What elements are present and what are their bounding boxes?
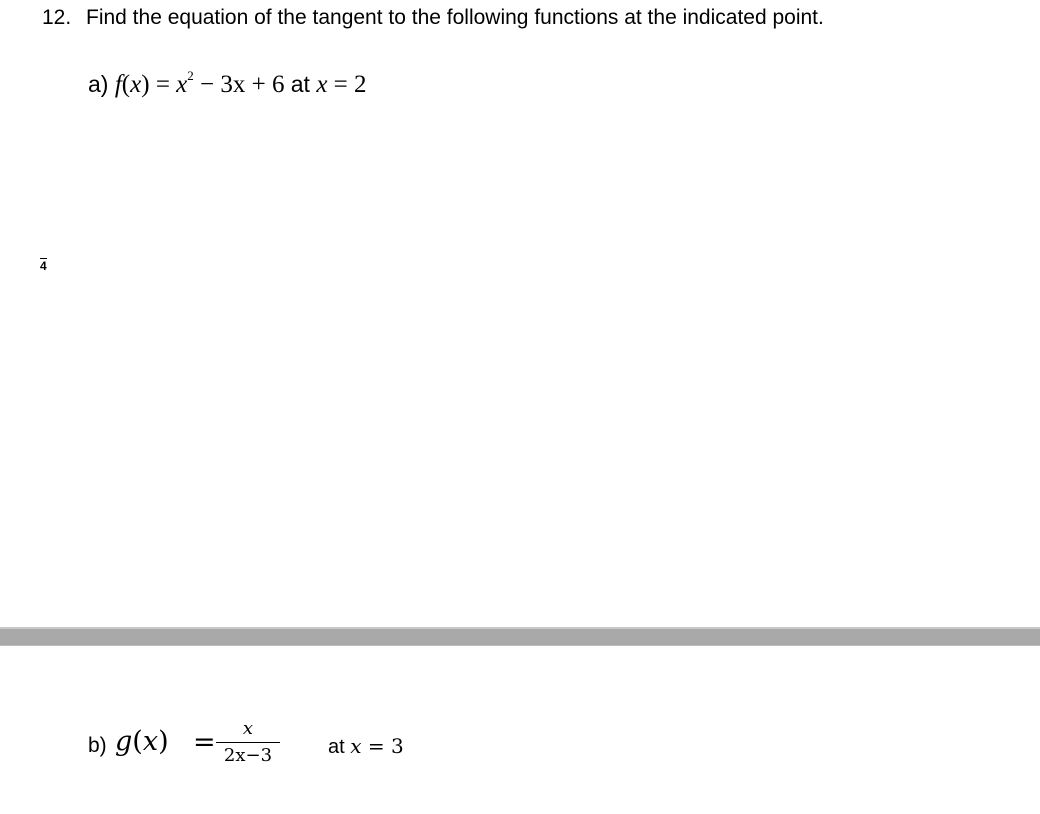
question-title: [42, 6, 824, 30]
part-b-function-name: g(x): [115, 726, 169, 757]
part-b-label: b): [88, 734, 107, 757]
fraction-numerator: x: [242, 718, 254, 739]
part-b-fraction: [216, 718, 280, 766]
fraction-bar: [216, 742, 280, 743]
page-number-marker: 4: [40, 259, 47, 273]
part-a-label: a): [88, 71, 109, 97]
part-a-function: $f(x) = x^2 - 3x + 6$: [114, 68, 285, 98]
part-a-at-label: at: [290, 71, 317, 97]
part-b-equals: =: [193, 727, 216, 758]
part-a-point: x = 2: [316, 71, 367, 98]
question-number: 12.: [42, 6, 72, 29]
question-text: Find the equation of the tangent to the following functions at the indicated point.: [86, 6, 824, 29]
part-b: [88, 718, 488, 778]
page-break-divider: [0, 627, 1040, 646]
part-b-point: at x = 3: [328, 734, 404, 758]
part-a: [88, 68, 367, 99]
fraction-denominator: 2x−3: [223, 745, 273, 766]
